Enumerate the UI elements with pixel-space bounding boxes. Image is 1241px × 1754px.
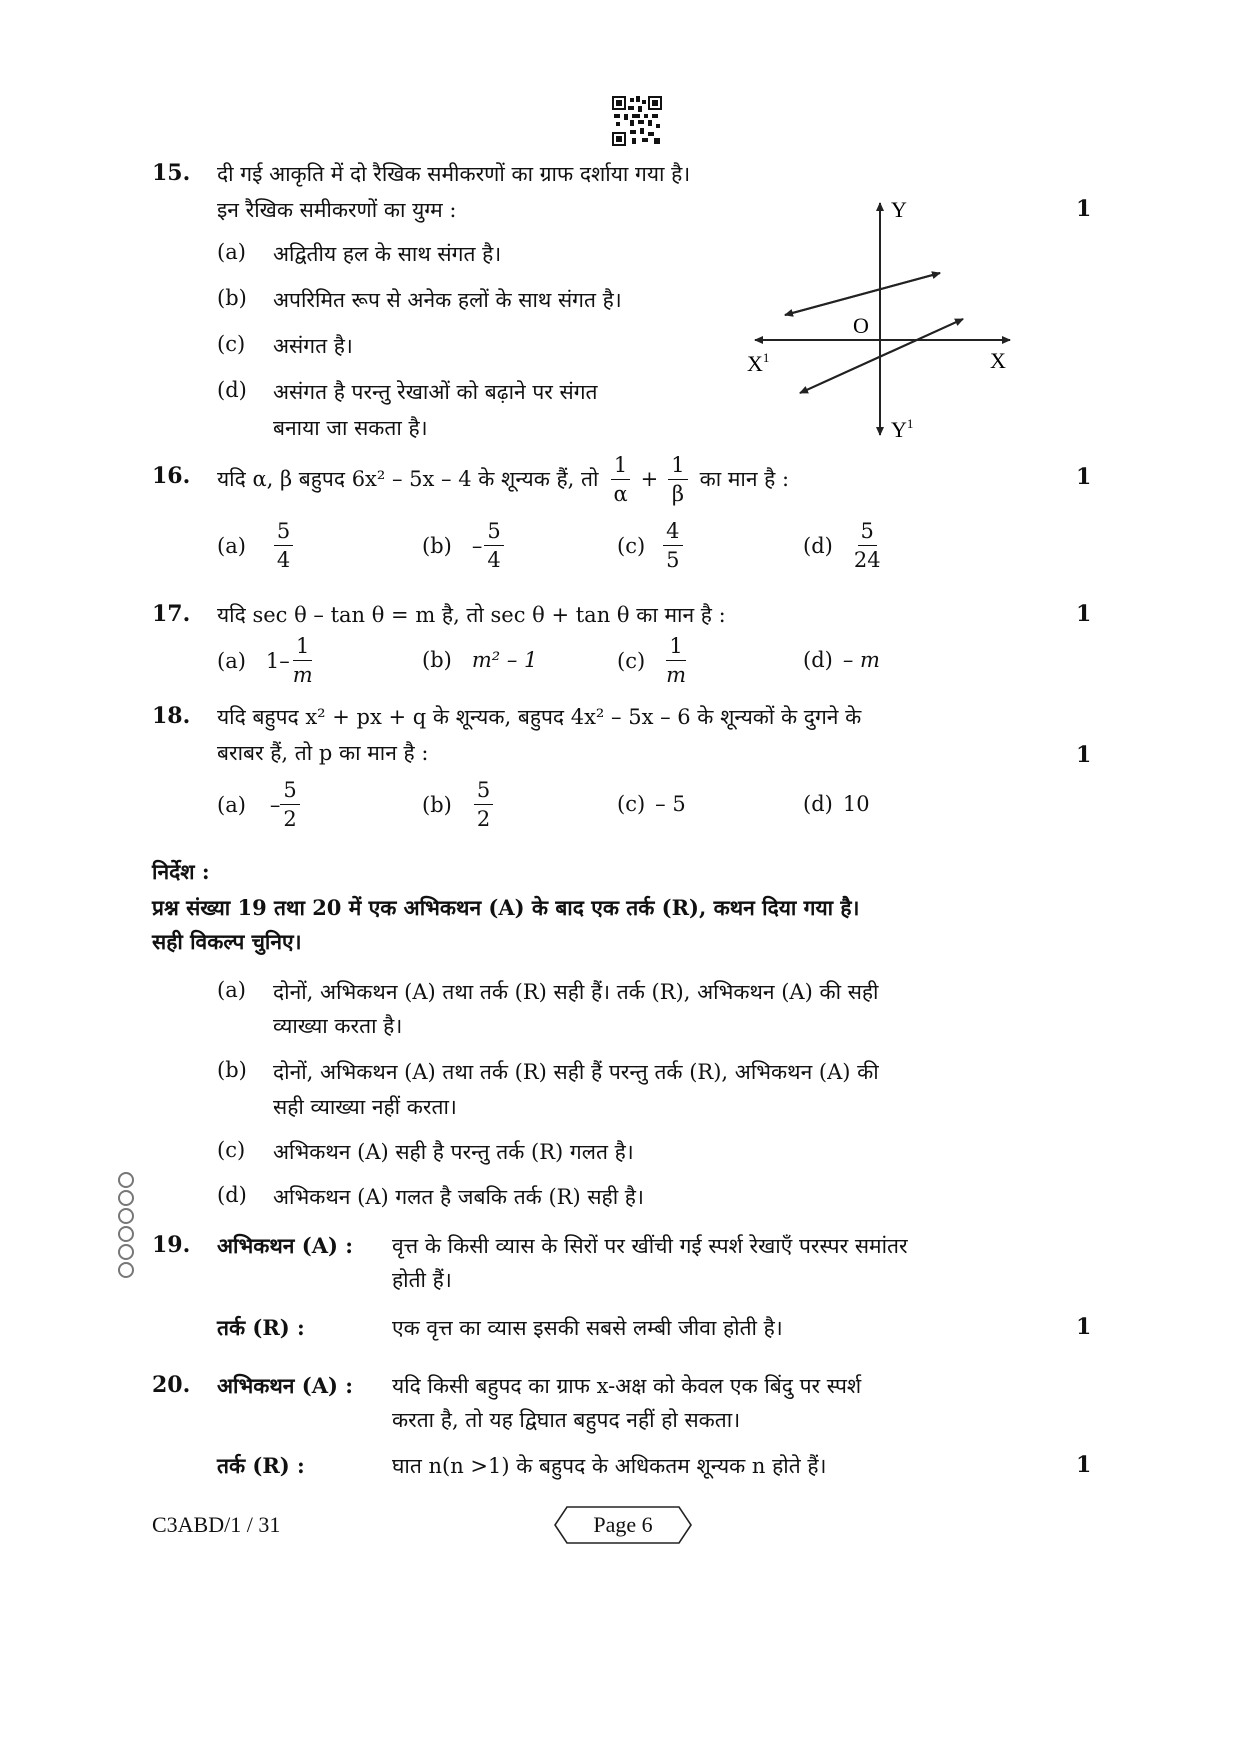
x-axis-label: X	[990, 348, 1006, 373]
paper-code: C3ABD/1 / 31	[152, 1512, 281, 1537]
question-number: 20.	[152, 1372, 191, 1398]
option-c: (c) $\frac{4}{5}$	[617, 517, 683, 574]
option-d: (d) $\frac{5}{24}$	[803, 519, 881, 572]
question-text: यदि बहुपद x² + px + q के शून्यक, बहुपद 4x² – 5x – 6 के शून्यकों के दुगने के	[217, 705, 862, 729]
option-b: (b) – $\frac{5}{4}$	[422, 517, 504, 574]
page-number: Page 6	[593, 1512, 653, 1537]
question-text: दी गई आकृति में दो रैखिक समीकरणों का ग्राफ दर्शाया गया है।	[217, 162, 691, 186]
margin-spiral-icon	[118, 1172, 134, 1280]
qr-code-icon	[612, 96, 662, 146]
reason-label: तर्क (R) :	[217, 1453, 305, 1478]
option-a: (a) $\frac{5}{4}$	[217, 517, 293, 574]
question-number: 19.	[152, 1232, 191, 1258]
direction-option-b: (b) दोनों, अभिकथन (A) तथा तर्क (R) सही हैं परन्तु तर्क (R), अभिकथन (A) की	[217, 1058, 879, 1084]
page-indicator	[553, 1505, 693, 1545]
option-b: (b) m² – 1	[422, 648, 538, 672]
x-prime-label: $X^1$	[747, 350, 770, 376]
option-b: (b) $\frac{5}{2}$	[422, 776, 493, 833]
direction-option-a-continued: व्याख्या करता है।	[273, 1014, 403, 1038]
option-d: (d) – m	[803, 648, 880, 672]
option-a: (a) – $\frac{5}{2}$	[217, 776, 300, 833]
assertion-label: अभिकथन (A) :	[217, 1373, 353, 1398]
question-text: यदि α, β बहुपद 6x² – 5x – 4 के शून्यक हैं, तो $\frac{1}{\alpha}$ + $\frac{1}{\beta}$ का मान है :	[217, 452, 790, 506]
assertion-text: करता है, तो यह द्विघात बहुपद नहीं हो सकता।	[392, 1408, 741, 1432]
marks: 1	[1076, 1314, 1092, 1340]
question-text: बराबर हैं, तो p का मान है :	[217, 741, 429, 765]
assertion-text: वृत्त के किसी व्यास के सिरों पर खींची गई स्पर्श रेखाएँ परस्पर समांतर	[392, 1234, 908, 1258]
direction-option-d: (d) अभिकथन (A) गलत है जबकि तर्क (R) सही है।	[217, 1183, 644, 1209]
assertion-text: होती हैं।	[392, 1268, 452, 1292]
option-b: (b) अपरिमित रूप से अनेक हलों के साथ संगत है।	[217, 286, 622, 312]
question-text: यदि sec θ – tan θ = m है, तो sec θ + tan θ का मान है :	[217, 603, 726, 627]
option-a: (a) 1– $\frac{1}{m}$	[217, 634, 313, 687]
option-c: (c) – 5	[617, 792, 686, 816]
question-number: 15.	[152, 160, 191, 186]
direction-option-a: (a) दोनों, अभिकथन (A) तथा तर्क (R) सही हैं। तर्क (R), अभिकथन (A) की सही	[217, 978, 879, 1004]
question-number: 18.	[152, 703, 191, 729]
option-a: (a) अद्वितीय हल के साथ संगत है।	[217, 240, 502, 266]
marks: 1	[1076, 742, 1092, 768]
marks: 1	[1076, 196, 1092, 222]
option-c: (c) $\frac{1}{m}$	[617, 634, 687, 687]
direction-option-b-continued: सही व्याख्या नहीं करता।	[273, 1095, 457, 1119]
y-prime-label: $Y^1$	[891, 416, 914, 442]
option-d-continued: बनाया जा सकता है।	[273, 416, 428, 440]
y-axis-label: Y	[891, 197, 907, 222]
option-d: (d) असंगत है परन्तु रेखाओं को बढ़ाने पर संगत	[217, 378, 598, 404]
reason-text: एक वृत्त का व्यास इसकी सबसे लम्बी जीवा होती है।	[392, 1316, 783, 1340]
question-number: 17.	[152, 601, 191, 627]
reason-text: घात n(n >1) के बहुपद के अधिकतम शून्यक n होते हैं।	[392, 1454, 827, 1478]
direction-option-c: (c) अभिकथन (A) सही है परन्तु तर्क (R) गलत है।	[217, 1138, 634, 1164]
marks: 1	[1076, 1452, 1092, 1478]
marks: 1	[1076, 601, 1092, 627]
directions-title: निर्देश :	[152, 859, 210, 884]
assertion-label: अभिकथन (A) :	[217, 1233, 353, 1258]
origin-label: O	[853, 313, 869, 338]
marks: 1	[1076, 464, 1092, 490]
reason-label: तर्क (R) :	[217, 1315, 305, 1340]
question-number: 16.	[152, 463, 191, 489]
option-d: (d) 10	[803, 792, 870, 816]
question-text: इन रैखिक समीकरणों का युग्म :	[217, 198, 457, 222]
assertion-text: यदि किसी बहुपद का ग्राफ x-अक्ष को केवल एक बिंदु पर स्पर्श	[392, 1374, 862, 1398]
option-c: (c) असंगत है।	[217, 332, 353, 358]
graph-figure	[745, 195, 1025, 445]
directions-text: सही विकल्प चुनिए।	[152, 929, 302, 954]
directions-text: प्रश्न संख्या 19 तथा 20 में एक अभिकथन (A) के बाद एक तर्क (R), कथन दिया गया है।	[152, 895, 860, 920]
